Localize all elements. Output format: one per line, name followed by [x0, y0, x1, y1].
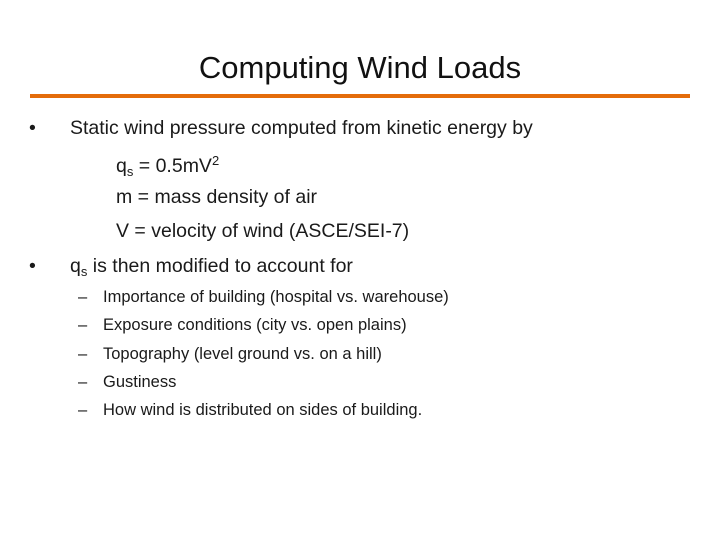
bullet-text: Static wind pressure computed from kinetic energy by [70, 117, 533, 139]
qs-subscript: s [80, 264, 88, 279]
formula-subscript: s [126, 164, 134, 179]
bullet-text-rest: is then modified to account for [87, 255, 353, 277]
definition-velocity: V = velocity of wind (ASCE/SEI-7) [116, 220, 410, 242]
formula-superscript: 2 [211, 153, 220, 168]
sub-item-text: Topography (level ground vs. on a hill) [103, 345, 382, 363]
sub-marker: – [78, 345, 88, 363]
sub-marker: – [78, 316, 88, 334]
slide-title: Computing Wind Loads [198, 50, 522, 85]
sub-marker: – [78, 373, 88, 391]
formula-line [116, 148, 219, 185]
sub-marker: – [78, 288, 88, 306]
sub-marker: – [78, 401, 88, 419]
sub-item-text: Exposure conditions (city vs. open plains) [103, 316, 407, 334]
bullet-marker: • [29, 255, 36, 277]
sub-item-text: Gustiness [103, 373, 177, 391]
qs-symbol: q [70, 255, 81, 277]
definition-mass: m = mass density of air [116, 186, 318, 208]
bullet-marker: • [29, 117, 36, 139]
sub-item-text: How wind is distributed on sides of building. [103, 401, 423, 419]
formula-middle: = 0.5mV [133, 155, 212, 177]
formula-symbol: q [116, 155, 127, 177]
title-underline [30, 94, 690, 98]
sub-item-text: Importance of building (hospital vs. warehouse) [103, 288, 449, 306]
bullet-text [70, 253, 353, 285]
